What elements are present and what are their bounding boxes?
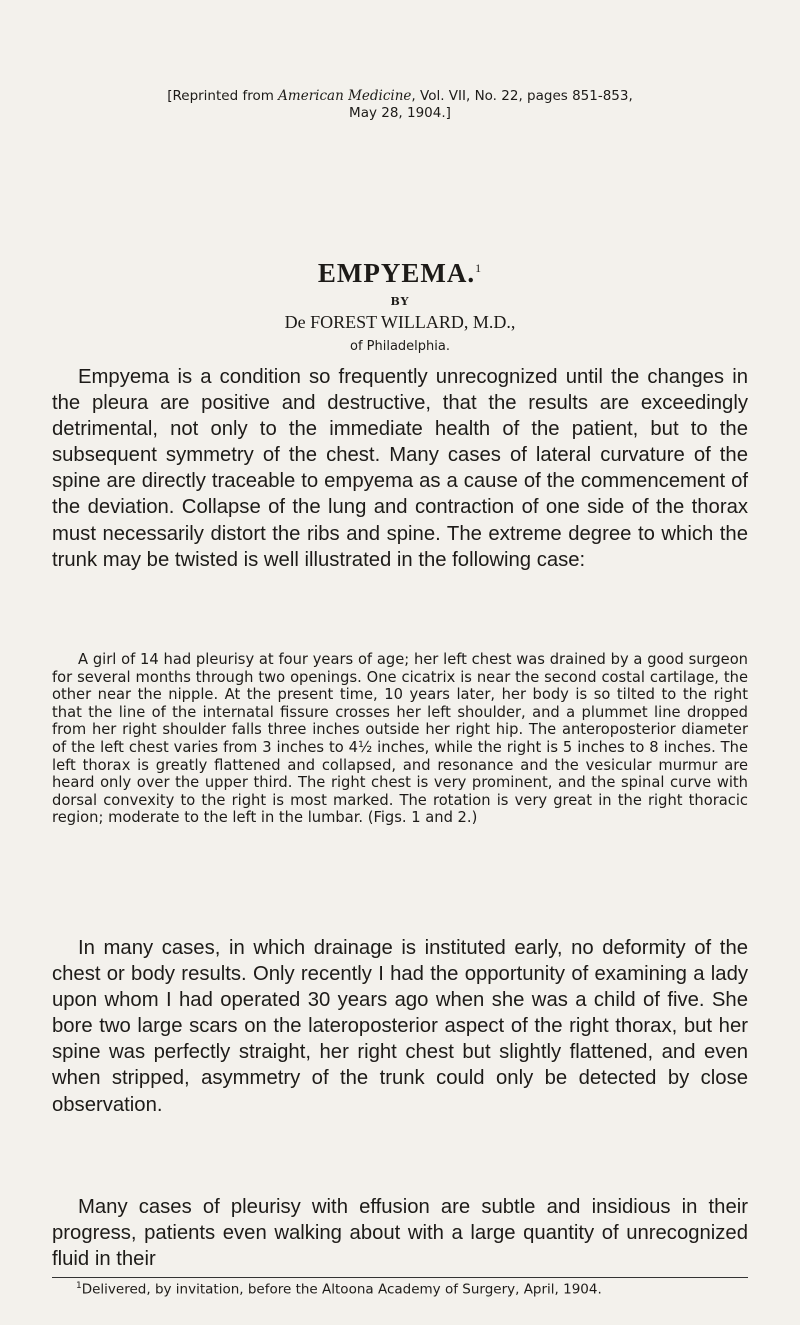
title-footnote-mark: 1 [475,261,483,275]
author-affiliation: of Philadelphia. [350,339,450,354]
footnote-mark: 1 [76,1281,82,1291]
reprint-prefix: [Reprinted from [167,88,274,104]
article-title [0,258,800,289]
journal-name: American Medicine [278,88,412,104]
case-report: A girl of 14 had pleurisy at four years of age; her left chest was drained by a good surgeon for several months through two openings. One cicatrix is near the second costal cartilage, the other near the nipple. At the present time, 10 years later, her body is so tilted to the right that the line of the internatal fissure crosses her left shoulder, and a plummet line dropped from her right shoulder falls three inches outside her right hip. The anteroposterior diameter of the left chest varies from 3 inches to 4½ inches, while the right is 5 inches to 8 inches. The left thorax is greatly flattened and collapsed, and resonance and the vesicular murmur are heard only over the upper third. The right chest is very prominent, and the spinal curve with dorsal convexity to the right is most marked. The rotation is very great in the right thoracic region; moderate to the left in the lumbar. (Figs. 1 and 2.) [52,651,748,827]
reprint-date: May 28, 1904.] [349,105,451,121]
author-name: De FOREST WILLARD, M.D., [284,312,516,332]
footnote [52,1278,748,1298]
byline-by: BY [390,295,410,308]
article-title-text: EMPYEMA. [317,258,476,288]
paragraph-pleurisy-effusion: Many cases of pleurisy with effusion are subtle and insidious in their progress, patients even walking about with a large quantity of unrecognized fluid in their [52,1196,748,1271]
paragraph-early-drainage: In many cases, in which drainage is instituted early, no deformity of the chest or body results. Only recently I had the opportunity of examining a lady upon whom I had operated 30 years ago when she was a child of five. She bore two large scars on the lateroposterior aspect of the right thorax, but her spine was perfectly straight, her right chest but slightly flattened, and even when stripped, asymmetry of the trunk could only be detected by close observation. [52,937,748,1116]
reprint-notice [40,88,760,122]
footnote-text: Delivered, by invitation, before the Altoona Academy of Surgery, April, 1904. [81,1281,602,1298]
paragraph-intro: Empyema is a condition so frequently unrecognized until the changes in the pleura are positive and destructive, that the results are exceedingly detrimental, not only to the immediate health of the patient, but to the subsequent symmetry of the chest. Many cases of lateral curvature of the spine are directly traceable to empyema as a cause of the commencement of the deviation. Collapse of the lung and contraction of one side of the thorax must necessarily distort the ribs and spine. The extreme degree to which the trunk may be twisted is well illustrated in the following case: [52,366,748,571]
reprint-suffix: , Vol. VII, No. 22, pages 851-853, [411,88,633,104]
